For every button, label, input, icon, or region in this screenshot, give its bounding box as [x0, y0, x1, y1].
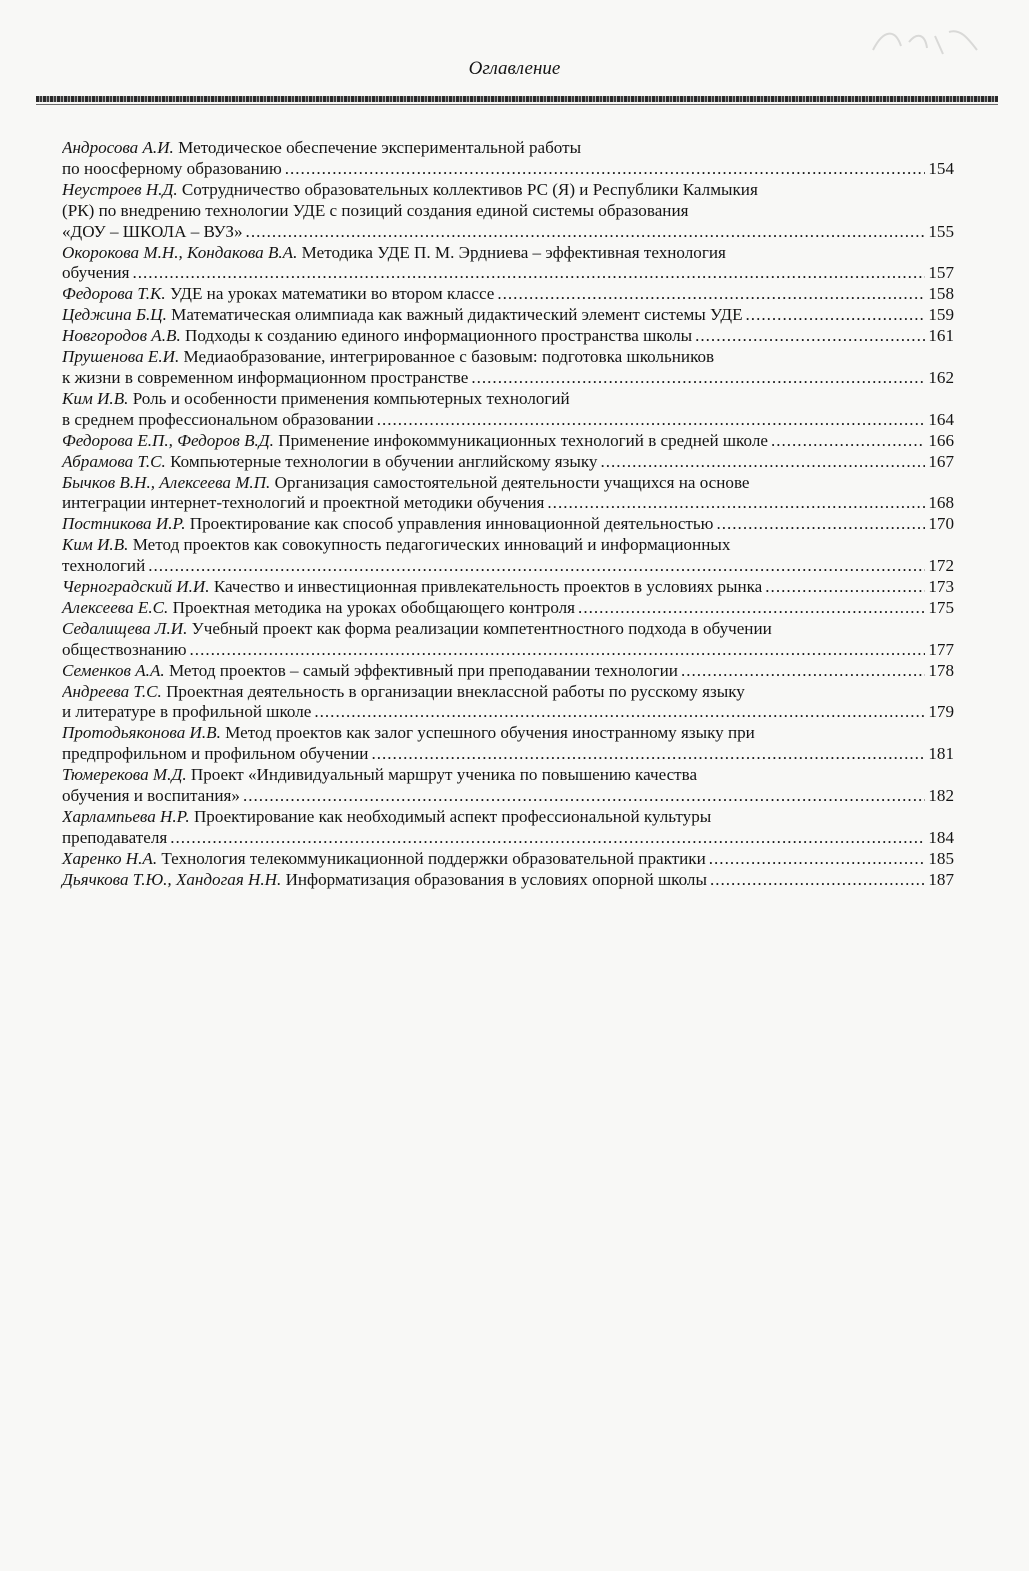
toc-page-number: 177 [928, 639, 954, 659]
toc-title-line: Методика УДЕ П. М. Эрдниева – эффективная технология [301, 242, 726, 262]
toc-title-line: «ДОУ – ШКОЛА – ВУЗ» [62, 221, 243, 241]
toc-title-line: Проектная методика на уроках обобщающего контроля [172, 597, 576, 617]
toc-title-line: преподавателя [62, 827, 168, 847]
table-of-contents [62, 138, 954, 891]
toc-title-line: Применение инфокоммуникационных технологий в средней школе [278, 430, 768, 450]
toc-entry [62, 243, 954, 285]
toc-page-number: 168 [928, 493, 954, 513]
toc-page-number: 178 [928, 660, 954, 680]
toc-leader-dots [709, 849, 926, 870]
toc-entry [62, 431, 954, 452]
toc-page-number: 175 [928, 597, 954, 617]
toc-author: Харлампьева Н.Р. [62, 807, 190, 826]
toc-entry-line [62, 473, 954, 494]
toc-entry [62, 138, 954, 180]
toc-entry [62, 619, 954, 661]
toc-entry-last-line [62, 514, 954, 535]
toc-entry-last-line [62, 159, 954, 180]
toc-entry-line [62, 807, 954, 828]
toc-entry [62, 284, 954, 305]
toc-leader-dots [377, 410, 926, 431]
toc-title-line: Подходы к созданию единого информационного пространства школы [185, 326, 693, 346]
toc-entry [62, 577, 954, 598]
toc-entry-line [62, 243, 954, 264]
toc-title-line: Проектирование как способ управления инновационной деятельностью [189, 514, 714, 534]
toc-title-line: к жизни в современном информационном пространстве [62, 367, 469, 387]
toc-author: Федорова Е.П., Федоров В.Д. [62, 430, 274, 450]
toc-entry-line [62, 180, 954, 201]
toc-author: Алексеева Е.С. [62, 597, 169, 617]
toc-title-line: Качество и инвестиционная привлекательность проектов в условиях рынка [213, 577, 763, 597]
toc-entry-line [62, 201, 954, 222]
toc-entry [62, 389, 954, 431]
toc-leader-dots [547, 493, 925, 514]
toc-entry-last-line [62, 556, 954, 577]
toc-leader-dots [695, 326, 925, 347]
toc-title-line: Математическая олимпиада как важный дидактический элемент системы УДЕ [171, 305, 743, 325]
toc-entry-last-line [62, 410, 954, 431]
toc-leader-dots [243, 786, 925, 807]
toc-author: Окорокова М.Н., Кондакова В.А. [62, 242, 298, 262]
toc-author: Абрамова Т.С. [62, 451, 166, 471]
toc-page-number: 185 [928, 848, 954, 868]
toc-entry-last-line [62, 786, 954, 807]
toc-title-line: Метод проектов как залог успешного обучения иностранному языку при [225, 723, 755, 743]
toc-author: Тюмерекова М.Д. [62, 765, 187, 785]
toc-leader-dots [578, 598, 925, 619]
toc-title-line: Технология телекоммуникационной поддержки образовательной практики [161, 848, 706, 868]
toc-leader-dots [285, 159, 926, 180]
toc-page-number: 179 [928, 702, 954, 722]
toc-title-line: Проектирование как необходимый аспект профессиональной культуры [193, 807, 712, 826]
toc-page-number: 182 [928, 786, 954, 806]
toc-title-line: УДЕ на уроках математики во втором классе [169, 284, 495, 304]
toc-entry-line [62, 682, 954, 703]
toc-title-line: Проект «Индивидуальный маршрут ученика по повышению качества [190, 765, 698, 785]
toc-entry [62, 326, 954, 347]
toc-author: Андросова А.И. [62, 138, 174, 157]
toc-title-line: Компьютерные технологии в обучении английскому языку [170, 451, 598, 471]
toc-entry-line [62, 389, 954, 410]
toc-page-number: 166 [928, 430, 954, 450]
toc-entry [62, 305, 954, 326]
toc-title-line: Метод проектов – самый эффективный при преподавании технологии [168, 660, 678, 680]
toc-page-number: 155 [928, 221, 954, 241]
toc-title-line: в среднем профессиональном образовании [62, 409, 374, 429]
toc-entry-last-line [62, 661, 954, 682]
toc-author: Неустроев Н.Д. [62, 179, 178, 199]
toc-page-number: 158 [928, 284, 954, 304]
toc-entry-line [62, 765, 954, 786]
toc-entry-line [62, 535, 954, 556]
toc-title-line: Информатизация образования в условиях опорной школы [285, 869, 707, 889]
toc-author: Дьячкова Т.Ю., Хандогая Н.Н. [62, 869, 282, 889]
toc-leader-dots [497, 284, 925, 305]
toc-author: Ким И.В. [62, 388, 129, 408]
toc-entry-line [62, 347, 954, 368]
toc-leader-dots [190, 640, 926, 661]
toc-entry-last-line [62, 368, 954, 389]
toc-author: Харенко Н.А. [62, 848, 158, 868]
toc-title-line: интеграции интернет-технологий и проектной методики обучения [62, 493, 545, 513]
toc-page-number: 167 [928, 451, 954, 471]
toc-title-line: по ноосферному образованию [62, 158, 282, 178]
toc-entry [62, 661, 954, 682]
toc-leader-dots [148, 556, 925, 577]
toc-leader-dots [681, 661, 925, 682]
toc-entry [62, 723, 954, 765]
toc-leader-dots [746, 305, 926, 326]
toc-author: Седалищева Л.И. [62, 618, 188, 638]
toc-title-line: Методическое обеспечение экспериментальной работы [178, 138, 582, 157]
toc-author: Черноградский И.И. [62, 577, 210, 597]
toc-leader-dots [765, 577, 925, 598]
toc-entry [62, 452, 954, 473]
toc-title-line: Организация самостоятельной деятельности учащихся на основе [274, 472, 750, 492]
toc-title-line: обучения [62, 263, 130, 283]
toc-author: Ким И.В. [62, 535, 129, 555]
toc-entry-last-line [62, 870, 954, 891]
toc-entry [62, 473, 954, 515]
toc-leader-dots [600, 452, 925, 473]
toc-entry [62, 347, 954, 389]
toc-author: Цеджина Б.Ц. [62, 305, 167, 325]
toc-leader-dots [170, 828, 925, 849]
toc-entry [62, 682, 954, 724]
toc-entry-last-line [62, 284, 954, 305]
toc-page-number: 162 [928, 367, 954, 387]
toc-title-line: обществознанию [62, 639, 187, 659]
toc-page-number: 161 [928, 326, 954, 346]
toc-leader-dots [132, 263, 925, 284]
toc-author: Прушенова Е.И. [62, 347, 180, 367]
toc-title-line: и литературе в профильной школе [62, 702, 312, 722]
toc-entry-last-line [62, 640, 954, 661]
toc-entry-last-line [62, 326, 954, 347]
toc-title-line: предпрофильном и профильном обучении [62, 744, 369, 764]
toc-entry [62, 514, 954, 535]
toc-page-number: 187 [928, 869, 954, 889]
toc-entry-last-line [62, 431, 954, 452]
toc-entry-last-line [62, 828, 954, 849]
toc-entry [62, 870, 954, 891]
toc-entry-line [62, 723, 954, 744]
toc-leader-dots [314, 702, 925, 723]
toc-leader-dots [716, 514, 925, 535]
toc-title-line: Учебный проект как форма реализации компетентностного подхода в обучении [191, 618, 772, 638]
toc-entry [62, 807, 954, 849]
toc-page-number: 170 [928, 514, 954, 534]
toc-title-line: обучения и воспитания» [62, 786, 240, 806]
toc-page-number: 164 [928, 409, 954, 429]
toc-page-number: 159 [928, 305, 954, 325]
toc-author: Семенков А.А. [62, 660, 165, 680]
toc-leader-dots [471, 368, 925, 389]
header-rule [36, 96, 998, 102]
toc-leader-dots [771, 431, 925, 452]
toc-entry-last-line [62, 702, 954, 723]
toc-page-number: 184 [928, 827, 954, 847]
toc-entry [62, 535, 954, 577]
toc-author: Бычков В.Н., Алексеева М.П. [62, 472, 271, 492]
toc-author: Постникова И.Р. [62, 514, 186, 534]
toc-leader-dots [710, 870, 925, 891]
toc-title-line: Проектная деятельность в организации внеклассной работы по русскому языку [166, 681, 745, 701]
toc-author: Федорова Т.К. [62, 284, 166, 304]
toc-entry [62, 765, 954, 807]
toc-page-number: 154 [928, 158, 954, 178]
toc-leader-dots [246, 222, 926, 243]
toc-entry-last-line [62, 598, 954, 619]
toc-title-line: Медиаобразование, интегрированное с базовым: подготовка школьников [183, 347, 715, 367]
toc-author: Андреева Т.С. [62, 681, 162, 701]
handwritten-mark [865, 20, 985, 64]
toc-entry [62, 849, 954, 870]
toc-entry-last-line [62, 744, 954, 765]
toc-title-line: Роль и особенности применения компьютерных технологий [132, 388, 570, 408]
toc-entry-last-line [62, 849, 954, 870]
toc-page-number: 157 [928, 263, 954, 283]
toc-entry-last-line [62, 263, 954, 284]
toc-leader-dots [371, 744, 925, 765]
page-title: Оглавление [468, 58, 561, 79]
header-rule-thin [36, 104, 998, 105]
toc-entry [62, 180, 954, 243]
toc-author: Новгородов А.В. [62, 326, 181, 346]
toc-author: Протодьяконова И.В. [62, 723, 221, 743]
toc-entry-last-line [62, 493, 954, 514]
toc-entry-line [62, 619, 954, 640]
toc-title-line: технологий [62, 556, 146, 576]
toc-entry-last-line [62, 577, 954, 598]
toc-entry [62, 598, 954, 619]
toc-page-number: 173 [928, 577, 954, 597]
toc-title-line: Метод проектов как совокупность педагогических инноваций и информационных [132, 535, 731, 555]
toc-entry-last-line [62, 222, 954, 243]
toc-page-number: 172 [928, 556, 954, 576]
toc-entry-last-line [62, 452, 954, 473]
toc-entry-line [62, 138, 954, 159]
toc-entry-last-line [62, 305, 954, 326]
toc-title-line: (РК) по внедрению технологии УДЕ с позиций создания единой системы образования [62, 200, 689, 220]
toc-page-number: 181 [928, 744, 954, 764]
toc-title-line: Сотрудничество образовательных коллективов РС (Я) и Республики Калмыкия [181, 179, 758, 199]
